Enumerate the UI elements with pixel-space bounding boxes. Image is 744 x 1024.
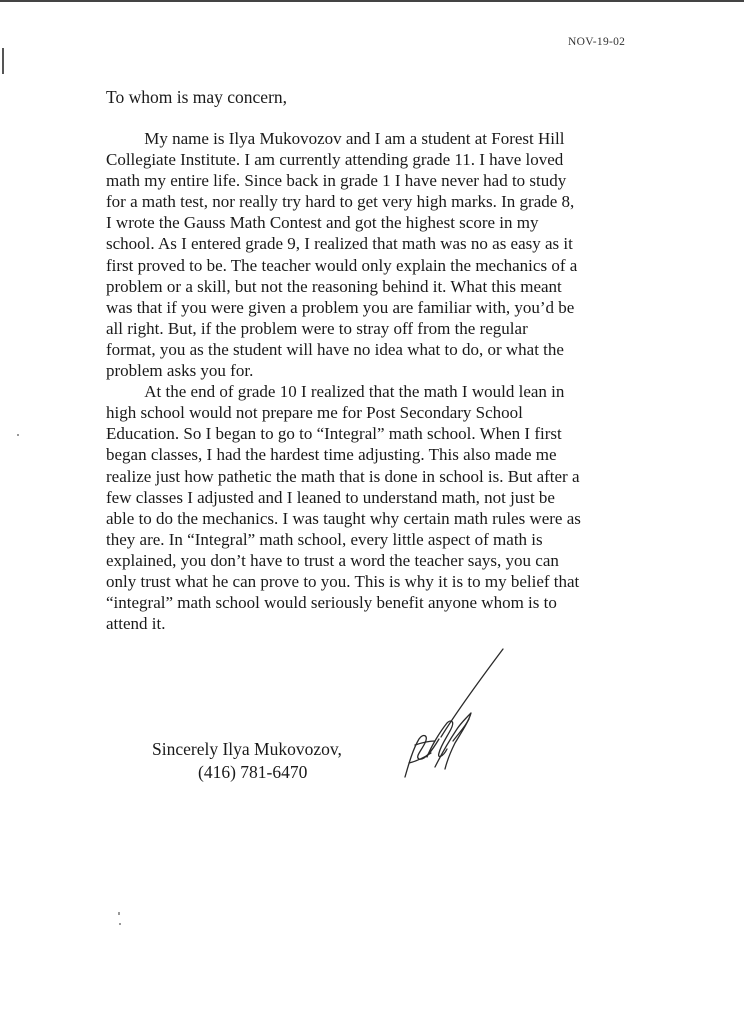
body-line: “integral” math school would seriously benefit anyone whom is to: [106, 593, 557, 613]
body-line: problem or a skill, but not the reasoning behind it. What this meant: [106, 276, 562, 296]
signoff: Sincerely Ilya Mukovozov,: [152, 739, 342, 759]
body-line: able to do the mechanics. I was taught why certain math rules were as: [106, 508, 581, 528]
body-line: problem asks you for.: [106, 361, 254, 381]
scan-left-mark: [2, 48, 4, 74]
body-line: realize just how pathetic the math that is done in school is. But after a: [106, 466, 580, 486]
body-line: for a math test, nor really try hard to get very high marks. In grade 8,: [106, 192, 575, 212]
body-line: explained, you don’t have to trust a word the teacher says, you can: [106, 550, 559, 570]
body-line: first proved to be. The teacher would only explain the mechanics of a: [106, 255, 578, 275]
body-line: Education. So I began to go to “Integral” math school. When I first: [106, 424, 562, 444]
scan-speck: [17, 434, 19, 436]
body-line: My name is Ilya Mukovozov and I am a student at Forest Hill: [106, 129, 565, 148]
body-line: was that if you were given a problem you are familiar with, you’d be: [106, 297, 575, 317]
scan-speck: [119, 923, 121, 925]
body-line: all right. But, if the problem were to stray off from the regular: [106, 318, 528, 338]
body-line: Collegiate Institute. I am currently attending grade 11. I have loved: [106, 150, 564, 170]
body-line: they are. In “Integral” math school, every little aspect of math is: [106, 529, 543, 549]
body-line: I wrote the Gauss Math Contest and got the highest score in my: [106, 213, 539, 233]
body-line: high school would not prepare me for Post Secondary School: [106, 403, 523, 423]
letter-date: NOV-19-02: [568, 36, 626, 48]
body-line: began classes, I had the hardest time adjusting. This also made me: [106, 445, 557, 465]
body-line: attend it.: [106, 614, 166, 634]
scan-top-edge: [0, 0, 744, 2]
body-line: only trust what he can prove to you. This is why it is to my belief that: [106, 571, 580, 591]
scan-speck: [118, 912, 120, 915]
letter-body: [106, 128, 646, 634]
phone-number: (416) 781-6470: [198, 762, 308, 782]
body-line: math my entire life. Since back in grade 1 I have never had to study: [106, 171, 567, 191]
salutation: To whom is may concern,: [106, 87, 288, 107]
body-line: few classes I adjusted and I leaned to understand math, not just be: [106, 487, 555, 507]
body-line: school. As I entered grade 9, I realized that math was no as easy as it: [106, 234, 573, 254]
body-line: At the end of grade 10 I realized that the math I would lean in: [106, 382, 565, 402]
handwritten-signature-icon: [395, 645, 515, 785]
body-line: format, you as the student will have no idea what to do, or what the: [106, 339, 564, 359]
